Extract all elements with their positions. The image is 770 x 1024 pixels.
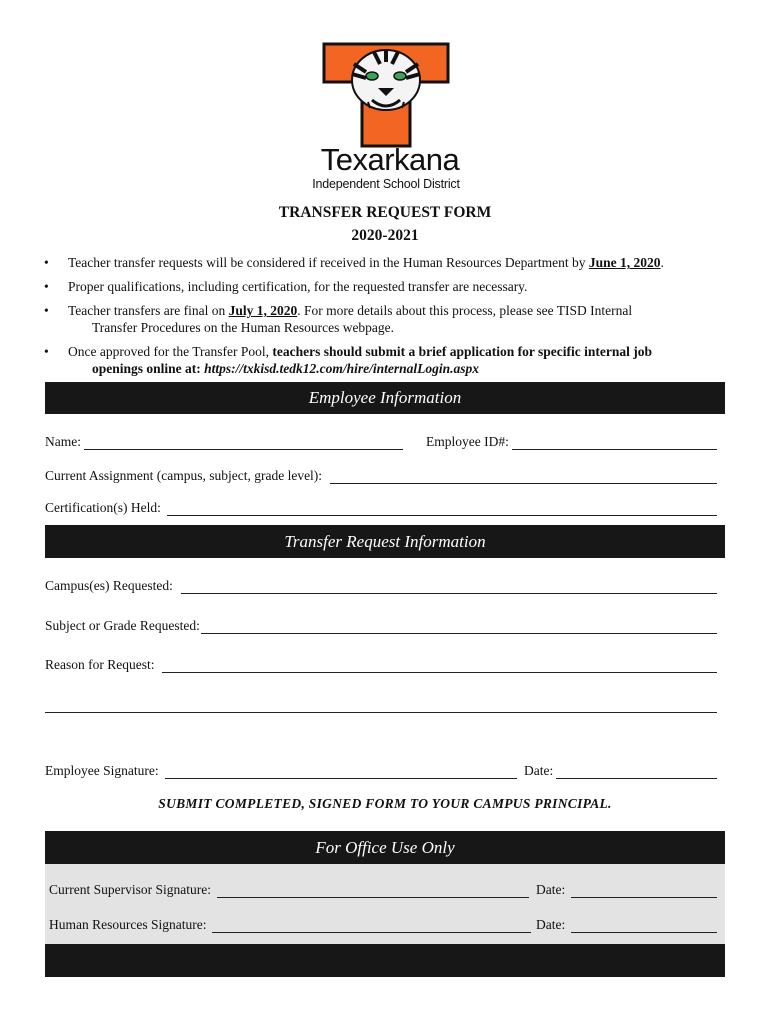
hr-signature-line[interactable] (212, 919, 531, 933)
campus-requested-field[interactable]: Campus(es) Requested: (45, 578, 717, 594)
form-title: TRANSFER REQUEST FORM (278, 204, 492, 221)
employee-signature-line[interactable] (165, 765, 517, 779)
current-assignment-line[interactable] (330, 470, 717, 484)
reason-line[interactable] (162, 659, 717, 673)
hr-signature-field[interactable]: Human Resources Signature: (49, 917, 531, 933)
subject-requested-line[interactable] (201, 620, 717, 634)
section-transfer-request-information: Transfer Request Information (45, 525, 725, 558)
subject-requested-field[interactable]: Subject or Grade Requested: (45, 618, 717, 634)
employee-date-field[interactable]: Date: (524, 763, 717, 779)
tisd-tiger-logo (322, 42, 450, 148)
supervisor-signature-line[interactable] (217, 884, 529, 898)
application-link[interactable]: https://txkisd.tedk12.com/hire/internalLogin.aspx (204, 361, 480, 376)
name-line[interactable] (84, 436, 403, 450)
bullet-qualifications: • Proper qualifications, including certification, for the requested transfer are necessary. (44, 279, 528, 294)
hr-date-field[interactable]: Date: (536, 917, 717, 933)
section-office-use-only: For Office Use Only (45, 831, 725, 864)
reason-field[interactable]: Reason for Request: (45, 657, 717, 673)
supervisor-date-field[interactable]: Date: (536, 882, 717, 898)
employee-signature-field[interactable]: Employee Signature: (45, 763, 517, 779)
bullet-dot: • (44, 303, 49, 318)
certifications-line[interactable] (167, 502, 717, 516)
bullet-deadline: • Teacher transfer requests will be considered if received in the Human Resources Department by June 1, 2020. (44, 255, 664, 270)
form-year: 2020-2021 (351, 227, 419, 244)
final-date: July 1, 2020 (228, 303, 298, 318)
bullet-final-date: • Teacher transfers are final on July 1, 2020. For more details about this process, please see TISD Internal Transfer Procedures on the Human Resources webpage. (44, 303, 633, 335)
bullet-dot: • (44, 344, 49, 359)
bullet-dot: • (44, 279, 49, 294)
submit-instruction: SUBMIT COMPLETED, SIGNED FORM TO YOUR CAMPUS PRINCIPAL. (158, 796, 612, 811)
brand-name: Texarkana (320, 142, 460, 177)
bullet-dot: • (44, 255, 49, 270)
employee-id-field[interactable]: Employee ID#: (426, 434, 717, 450)
reason-line-2[interactable] (45, 712, 717, 713)
employee-date-line[interactable] (556, 765, 717, 779)
footer-bar (45, 944, 725, 977)
bullet-transfer-pool: • Once approved for the Transfer Pool, teachers should submit a brief application for specific internal job openings online at: https://txkisd.tedk12.com/hire/internalLogin.aspx (44, 344, 652, 376)
supervisor-date-line[interactable] (571, 884, 717, 898)
section-employee-information: Employee Information (45, 382, 725, 414)
brand-subtitle: Independent School District (312, 177, 460, 191)
current-assignment-field[interactable]: Current Assignment (campus, subject, grade level): (45, 468, 717, 484)
employee-id-line[interactable] (512, 436, 717, 450)
hr-date-line[interactable] (571, 919, 717, 933)
deadline-date: June 1, 2020 (588, 255, 661, 270)
name-field[interactable]: Name: (45, 434, 403, 450)
supervisor-signature-field[interactable]: Current Supervisor Signature: (49, 882, 529, 898)
certifications-field[interactable]: Certification(s) Held: (45, 500, 717, 516)
campus-requested-line[interactable] (181, 580, 717, 594)
